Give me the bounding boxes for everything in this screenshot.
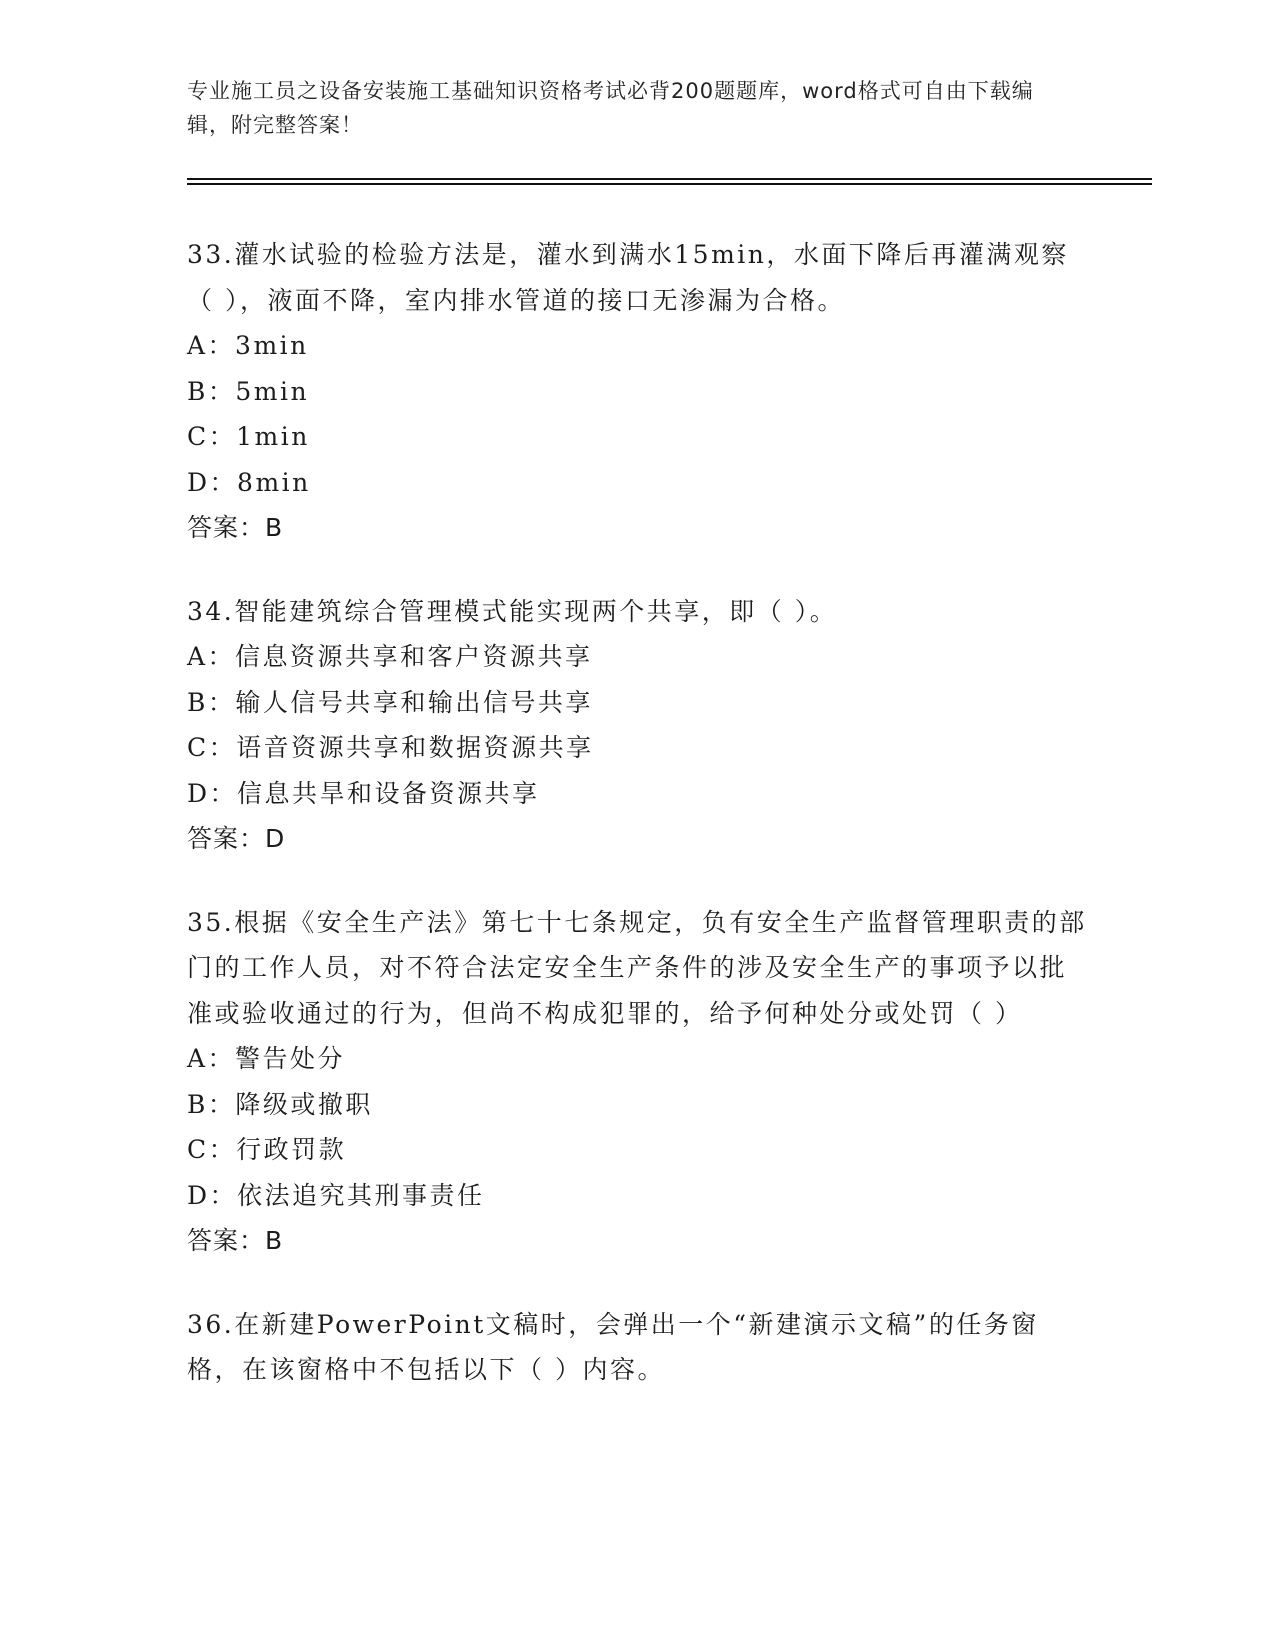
question-list [187,232,1087,1431]
option-d: D：依法追究其刑事责任 [187,1180,485,1210]
option-a: A：信息资源共享和客户资源共享 [187,642,593,671]
option-c: C：1min [187,422,310,451]
question-35 [187,900,1087,1264]
header-rule-bottom [187,183,1152,185]
answer-label: 答案：B [187,513,284,542]
question-36 [187,1302,1087,1393]
option-b: B：输人信号共享和输出信号共享 [187,687,593,717]
question-text: 34.智能建筑综合管理模式能实现两个共享，即（ ）。 [187,596,838,626]
option-c: C：语音资源共享和数据资源共享 [187,733,594,762]
document-header: 专业施工员之设备安装施工基础知识资格考试必背200题题库，word格式可自由下载编辑，附完整答案！ [187,79,1034,137]
question-text: 36.在新建PowerPoint文稿时，会弹出一个“新建演示文稿”的任务窗格，在该窗格中不包括以下（ ）内容。 [187,1309,1039,1384]
option-b: B：5min [187,376,310,406]
question-33 [187,232,1087,551]
option-a: A：警告处分 [187,1044,346,1073]
option-c: C：行政罚款 [187,1135,347,1164]
option-a: A：3min [187,331,309,360]
answer-label: 答案：D [187,824,286,853]
header-rule-top [187,178,1152,180]
question-text: 33.灌水试验的检验方法是，灌水到满水15min，水面下降后再灌满观察（ ），液面不降，室内排水管道的接口无渗漏为合格。 [187,240,1069,315]
option-d: D：信息共旱和设备资源共享 [187,778,540,808]
option-b: B：降级或撤职 [187,1089,373,1119]
option-d: D：8min [187,467,311,497]
answer-label: 答案：B [187,1226,284,1255]
question-text: 35.根据《安全生产法》第七十七条规定，负有安全生产监督管理职责的部门的工作人员，对不符合法定安全生产条件的涉及安全生产的事项予以批准或验收通过的行为，但尚不构成犯罪的，给予何种处分或处罚（ ） [187,907,1087,1028]
question-34 [187,589,1087,862]
